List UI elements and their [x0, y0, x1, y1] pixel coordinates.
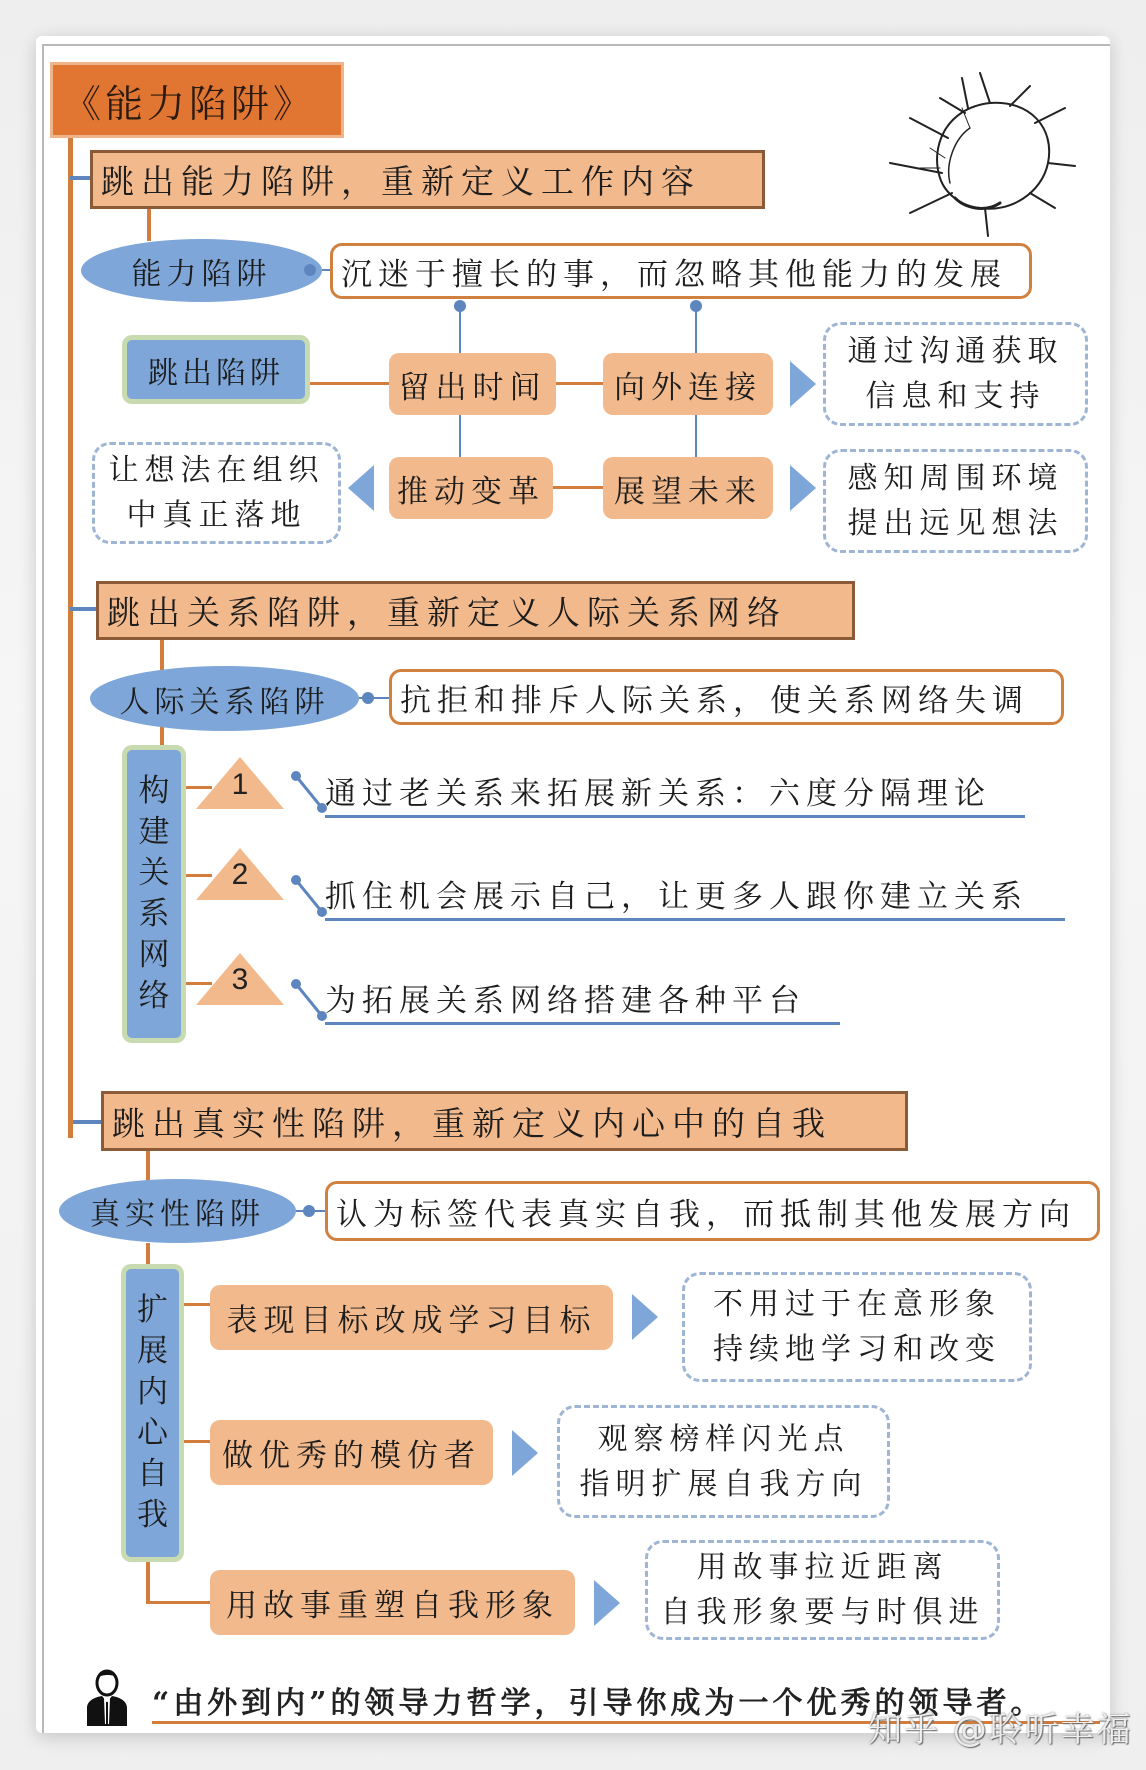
- step-connect-outward: 向外连接: [603, 353, 773, 415]
- trap-node-authenticity: 真实性陷阱: [59, 1179, 296, 1243]
- vlabel-char: 内: [137, 1374, 168, 1411]
- self-note-3: [645, 1540, 1000, 1640]
- self-note-1: [682, 1272, 1032, 1382]
- vlabel-char: 展: [137, 1333, 168, 1370]
- item-number: 1: [231, 768, 249, 801]
- vlabel-char: 扩: [137, 1292, 168, 1329]
- item-number: 2: [231, 858, 249, 891]
- connector: [310, 382, 390, 385]
- vlabel-char: 我: [137, 1496, 168, 1533]
- slash-connector: [290, 770, 330, 815]
- vlabel-char: 自: [137, 1455, 168, 1492]
- note-line: 观察榜样闪光点: [597, 1421, 850, 1457]
- note-future: [823, 449, 1088, 553]
- note-line: 中真正落地: [126, 498, 307, 533]
- connector: [147, 209, 151, 241]
- self-item-3: 用故事重塑自我形象: [210, 1570, 575, 1635]
- arrow-left-icon: [348, 465, 374, 511]
- connector: [146, 1243, 150, 1265]
- network-item-3: 为拓展关系网络搭建各种平台: [325, 975, 840, 1025]
- connector: [146, 1151, 150, 1181]
- arrow-right-icon: [790, 361, 816, 407]
- self-note-2: [557, 1405, 890, 1518]
- trap-desc-ability: 沉迷于擅长的事，而忽略其他能力的发展: [330, 243, 1032, 299]
- section-header-relationship: 跳出关系陷阱，重新定义人际关系网络: [96, 581, 855, 640]
- trap-node-ability: 能力陷阱: [81, 239, 322, 302]
- section-header-authenticity: 跳出真实性陷阱，重新定义内心中的自我: [101, 1091, 908, 1151]
- connector-dot: [304, 264, 316, 276]
- spine-branch-2: [70, 607, 98, 611]
- spine-branch-1: [70, 176, 92, 180]
- section-header-ability: 跳出能力陷阱，重新定义工作内容: [90, 150, 765, 209]
- connector: [146, 1601, 210, 1604]
- self-item-2: 做优秀的模仿者: [210, 1420, 493, 1485]
- note-line: 通过沟通获取: [847, 334, 1064, 369]
- trap-node-relationship: 人际关系陷阱: [90, 666, 359, 731]
- spine-foot: [68, 1118, 73, 1124]
- note-line: 持续地学习和改变: [713, 1332, 1001, 1367]
- connector: [322, 269, 330, 271]
- trap-desc-relationship: 抗拒和排斥人际关系，使关系网络失调: [389, 669, 1064, 725]
- connector-dot: [303, 1205, 315, 1217]
- expand-self-node: [121, 1264, 184, 1562]
- spine-branch-3: [70, 1120, 101, 1124]
- person-icon: [84, 1668, 130, 1728]
- arrow-right-icon: [594, 1580, 620, 1626]
- vlabel-char: 络: [138, 977, 170, 1014]
- note-change: [92, 442, 341, 544]
- note-line: 自我形象要与时俱进: [660, 1595, 985, 1630]
- vlabel-char: 心: [137, 1415, 168, 1451]
- slash-connector: [290, 978, 330, 1023]
- step-reserve-time: 留出时间: [389, 353, 556, 415]
- page-title: 《能力陷阱》: [50, 62, 344, 138]
- vlabel-char: 构: [138, 773, 170, 810]
- connector-dot: [362, 692, 374, 704]
- item-number: 3: [231, 963, 249, 996]
- slash-connector: [290, 874, 330, 919]
- main-spine: [68, 138, 73, 1138]
- step-drive-change: 推动变革: [389, 457, 553, 519]
- arrow-right-icon: [790, 465, 816, 511]
- trap-desc-authenticity: 认为标签代表真实自我，而抵制其他发展方向: [325, 1181, 1100, 1241]
- arrow-right-icon: [512, 1430, 538, 1476]
- connector: [146, 1562, 150, 1604]
- note-connect: [823, 322, 1088, 426]
- watermark: 知乎 @聆听幸福: [868, 1710, 1133, 1750]
- note-line: 感知周围环境: [847, 461, 1064, 496]
- note-line: 不用过于在意形象: [713, 1287, 1001, 1322]
- note-line: 提出远见想法: [847, 506, 1064, 541]
- jump-out-node: 跳出陷阱: [122, 335, 310, 404]
- connector: [184, 1303, 210, 1306]
- footer-text: “由外到内”的领导力哲学，引导你成为一个优秀的领导者。: [152, 1686, 1045, 1721]
- note-line: 指明扩展自我方向: [579, 1466, 868, 1502]
- arrow-right-icon: [632, 1294, 658, 1340]
- network-item-2: 抓住机会展示自己，让更多人跟你建立关系: [325, 871, 1065, 921]
- connector: [556, 382, 603, 385]
- vlabel-char: 网: [138, 936, 170, 973]
- step-look-future: 展望未来: [603, 457, 773, 519]
- vlabel-char: 系: [138, 896, 170, 932]
- build-network-node: [122, 745, 186, 1043]
- note-line: 让想法在组织: [108, 453, 325, 488]
- connector: [184, 1440, 210, 1443]
- vlabel-char: 建: [138, 814, 170, 851]
- self-item-1: 表现目标改成学习目标: [210, 1285, 613, 1350]
- network-item-1: 通过老关系来拓展新关系：六度分隔理论: [325, 768, 1025, 818]
- cracked-hole-icon: [870, 68, 1080, 238]
- note-line: 信息和支持: [865, 379, 1046, 414]
- vlabel-char: 关: [138, 855, 170, 892]
- note-line: 用故事拉近距离: [696, 1550, 949, 1585]
- connector: [553, 486, 603, 489]
